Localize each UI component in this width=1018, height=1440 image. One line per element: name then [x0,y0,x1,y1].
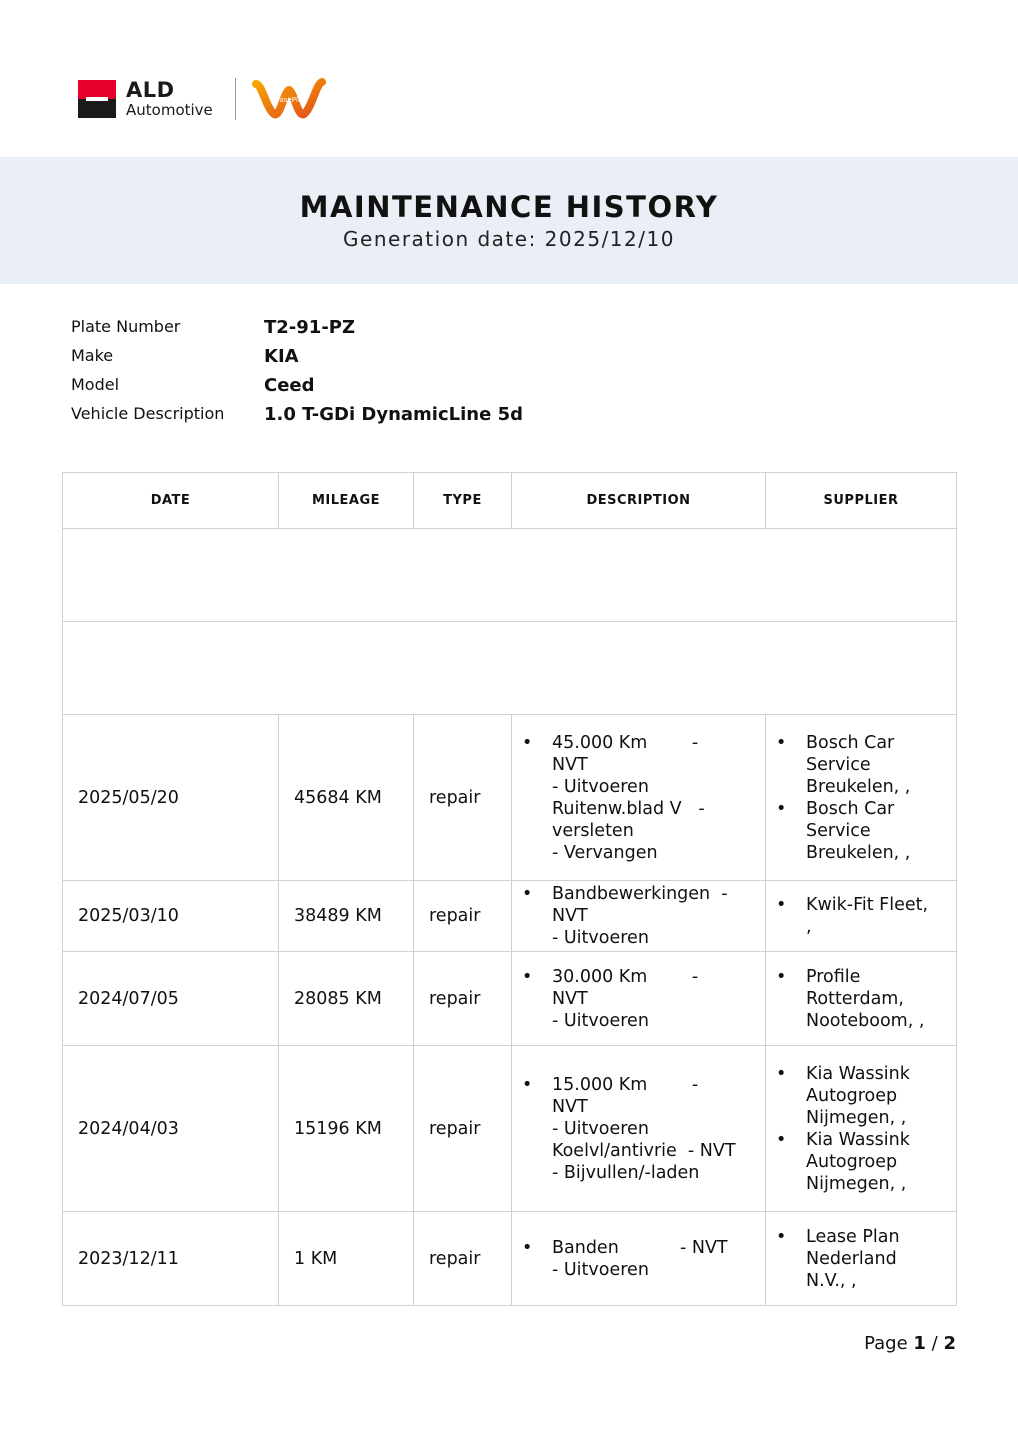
cell-date: 2023/12/11 [63,1212,279,1306]
supplier-item: • Kwik-Fit Fleet, , [776,894,950,938]
cell-supplier [766,952,957,1046]
description-item: • Bandbewerkingen - NVT - Uitvoeren [522,883,759,949]
make-value: KIA [264,346,299,367]
table-row [63,715,957,881]
cell-type: repair [414,952,512,1046]
cell-supplier [766,881,957,952]
supplier-item: • Kia Wassink Autogroep Nijmegen, , [776,1063,950,1129]
cell-mileage: 28085 KM [279,952,414,1046]
table-header-row [63,473,957,529]
page-label: Page [864,1333,908,1354]
current-page: 1 [913,1333,926,1354]
table-empty-row [63,622,957,715]
cell-mileage: 1 KM [279,1212,414,1306]
cell-date: 2024/04/03 [63,1046,279,1212]
cell-type: repair [414,881,512,952]
cell-description [512,952,766,1046]
leaseplan-logo [252,78,326,120]
maintenance-table [62,472,957,1306]
table-row [63,1046,957,1212]
cell-supplier [766,1212,957,1306]
cell-mileage: 15196 KM [279,1046,414,1212]
model-label: Model [71,375,120,394]
supplier-item: • Kia Wassink Autogroep Nijmegen, , [776,1129,950,1195]
total-pages: 2 [943,1333,956,1354]
logo-divider [235,78,236,120]
table-row [63,952,957,1046]
cell-date: 2024/07/05 [63,952,279,1046]
plate-number-value: T2-91-PZ [264,317,356,338]
column-header-description: DESCRIPTION [512,473,766,529]
supplier-item: • Bosch Car Service Breukelen, , [776,732,950,798]
description-item: • 30.000 Km - NVT - Uitvoeren [522,966,759,1032]
company-logos [78,78,338,120]
supplier-item: • Lease Plan Nederland N.V., , [776,1226,950,1292]
cell-type: repair [414,1046,512,1212]
cell-date: 2025/05/20 [63,715,279,881]
model-value: Ceed [264,375,315,396]
description-item: • 45.000 Km - NVT - Uitvoeren Ruitenw.blad V - versleten - Vervangen [522,732,759,864]
cell-description [512,1046,766,1212]
ald-logo-subtext: Automotive [126,101,213,119]
table-row [63,1212,957,1306]
page-title: MAINTENANCE HISTORY [299,190,719,224]
ald-logo-text: ALD [126,78,175,102]
vehicle-description-value: 1.0 T-GDi DynamicLine 5d [264,404,523,425]
column-header-mileage: MILEAGE [279,473,414,529]
description-item: • 15.000 Km - NVT - Uitvoeren Koelvl/antivrie - NVT - Bijvullen/-laden [522,1074,759,1184]
generation-date: Generation date: 2025/12/10 [343,227,675,251]
cell-description [512,1212,766,1306]
cell-mileage: 45684 KM [279,715,414,881]
cell-mileage: 38489 KM [279,881,414,952]
cell-supplier [766,1046,957,1212]
vehicle-description-label: Vehicle Description [71,404,225,423]
cell-date: 2025/03/10 [63,881,279,952]
page-indicator [864,1333,956,1354]
column-header-type: TYPE [414,473,512,529]
column-header-supplier: SUPPLIER [766,473,957,529]
table-empty-row [63,529,957,622]
cell-description [512,881,766,952]
plate-number-label: Plate Number [71,317,181,336]
description-item: • Banden - NVT - Uitvoeren [522,1237,759,1281]
column-header-date: DATE [63,473,279,529]
ald-logo-mark [78,80,116,118]
leaseplan-logo-text: LeasePlan [271,96,307,104]
cell-description [512,715,766,881]
cell-type: repair [414,1212,512,1306]
cell-supplier [766,715,957,881]
table-row [63,881,957,952]
page-separator: / [931,1333,938,1354]
supplier-item: • Profile Rotterdam, Nooteboom, , [776,966,950,1032]
supplier-item: • Bosch Car Service Breukelen, , [776,798,950,864]
cell-type: repair [414,715,512,881]
make-label: Make [71,346,114,365]
